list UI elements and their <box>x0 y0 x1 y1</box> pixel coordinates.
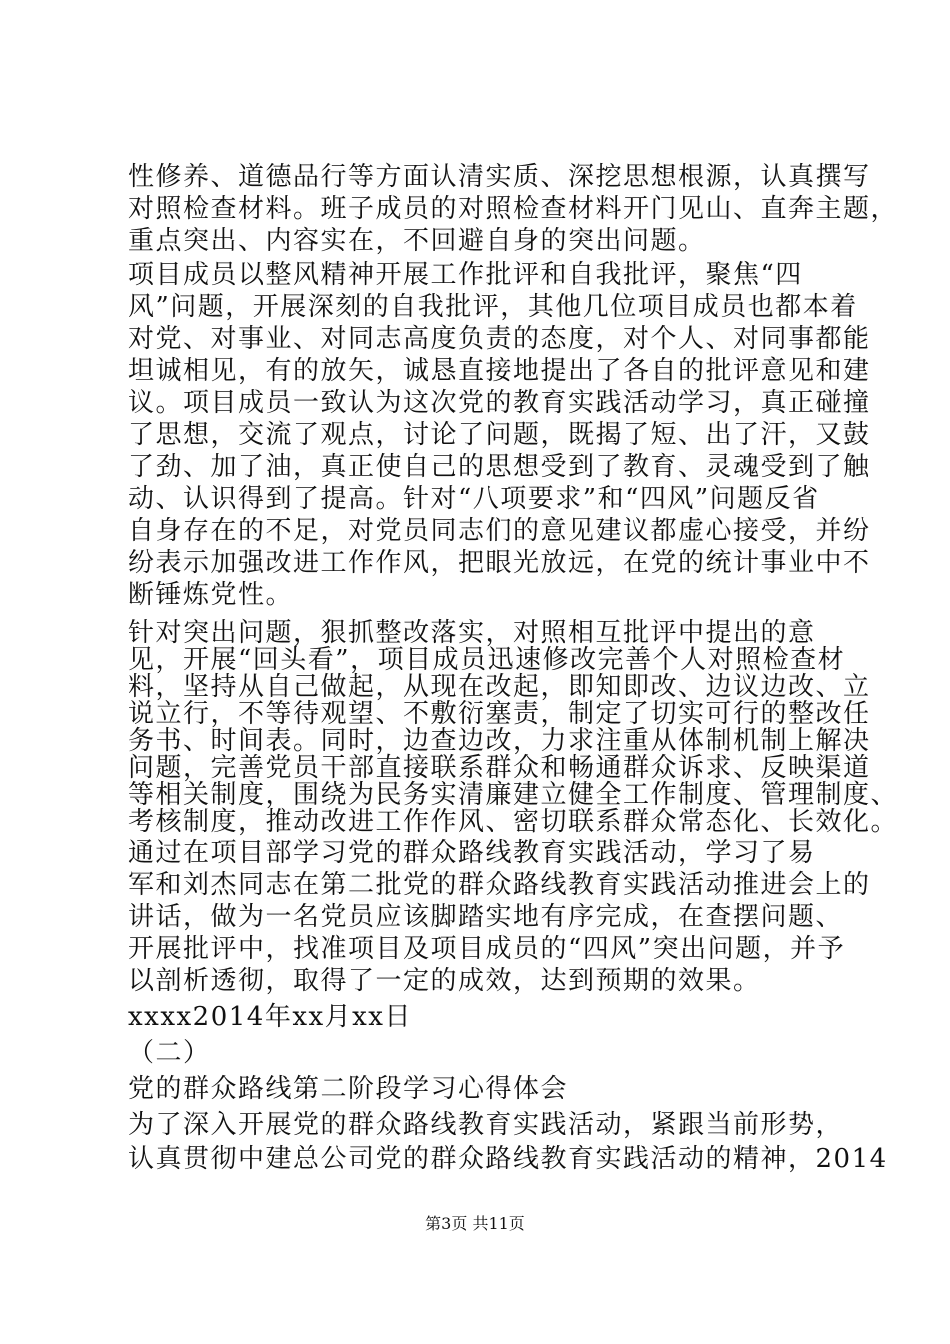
text-line: 对照检查材料。班子成员的对照检查材料开门见山、直奔主题， <box>128 194 899 224</box>
text-line: 动、认识得到了提高。针对“八项要求”和“四风”问题反省 <box>128 484 820 514</box>
text-line: 开展批评中，找准项目及项目成员的“四风”突出问题，并予 <box>128 934 846 964</box>
text-line: 等相关制度，围绕为民务实清廉建立健全工作制度、管理制度、 <box>128 780 899 810</box>
text-line: 了劲、加了油，真正使自己的思想受到了教育、灵魂受到了触 <box>128 452 871 482</box>
text-line: 以剖析透彻，取得了一定的成效，达到预期的效果。 <box>128 966 761 996</box>
text-line: 风”问题，开展深刻的自我批评，其他几位项目成员也都本着 <box>128 292 858 322</box>
text-line: 坦诚相见，有的放矢，诚恳直接地提出了各自的批评意见和建 <box>128 356 871 386</box>
text-line: 见，开展“回头看”，项目成员迅速修改完善个人对照检查材 <box>128 645 846 675</box>
text-line: 对党、对事业、对同志高度负责的态度，对个人、对同事都能 <box>128 324 871 354</box>
text-line: 断锤炼党性。 <box>128 580 294 610</box>
text-line: 问题，完善党员干部直接联系群众和畅通群众诉求、反映渠道 <box>128 753 871 783</box>
text-line: 为了深入开展党的群众路线教育实践活动，紧跟当前形势， <box>128 1110 844 1140</box>
text-line: 务书、时间表。同时，边查边改，力求注重从体制机制上解决 <box>128 726 871 756</box>
text-line: 通过在项目部学习党的群众路线教育实践活动，学习了易 <box>128 838 816 868</box>
text-line: 重点突出、内容实在，不回避自身的突出问题。 <box>128 226 706 256</box>
text-line: 认真贯彻中建总公司党的群众路线教育实践活动的精神，2014 <box>128 1144 888 1174</box>
section-number: （二） <box>128 1038 211 1068</box>
text-line: 议。项目成员一致认为这次党的教育实践活动学习，真正碰撞 <box>128 388 871 418</box>
text-line: 针对突出问题，狠抓整改落实，对照相互批评中提出的意 <box>128 618 816 648</box>
text-line: 自身存在的不足，对党员同志们的意见建议都虚心接受，并纷 <box>128 516 871 546</box>
text-line: 项目成员以整风精神开展工作批评和自我批评，聚焦“四 <box>128 260 803 290</box>
text-line: 说立行，不等待观望、不敷衍塞责，制定了切实可行的整改任 <box>128 699 871 729</box>
text-line: 军和刘杰同志在第二批党的群众路线教育实践活动推进会上的 <box>128 870 871 900</box>
text-line: 纷表示加强改进工作作风，把眼光放远，在党的统计事业中不 <box>128 548 871 578</box>
text-line: 性修养、道德品行等方面认清实质、深挖思想根源，认真撰写 <box>128 162 871 192</box>
section-title: 党的群众路线第二阶段学习心得体会 <box>128 1074 569 1104</box>
text-line: 了思想，交流了观点，讨论了问题，既揭了短、出了汗，又鼓 <box>128 420 871 450</box>
page-footer: 第3页 共11页 <box>425 1214 525 1233</box>
date-line: xxxx2014年xx月xx日 <box>128 1002 412 1032</box>
text-line: 讲话，做为一名党员应该脚踏实地有序完成，在查摆问题、 <box>128 902 844 932</box>
text-line: 考核制度，推动改进工作作风、密切联系群众常态化、长效化。 <box>128 807 899 837</box>
text-line: 料，坚持从自己做起，从现在改起，即知即改、边议边改、立 <box>128 672 871 702</box>
